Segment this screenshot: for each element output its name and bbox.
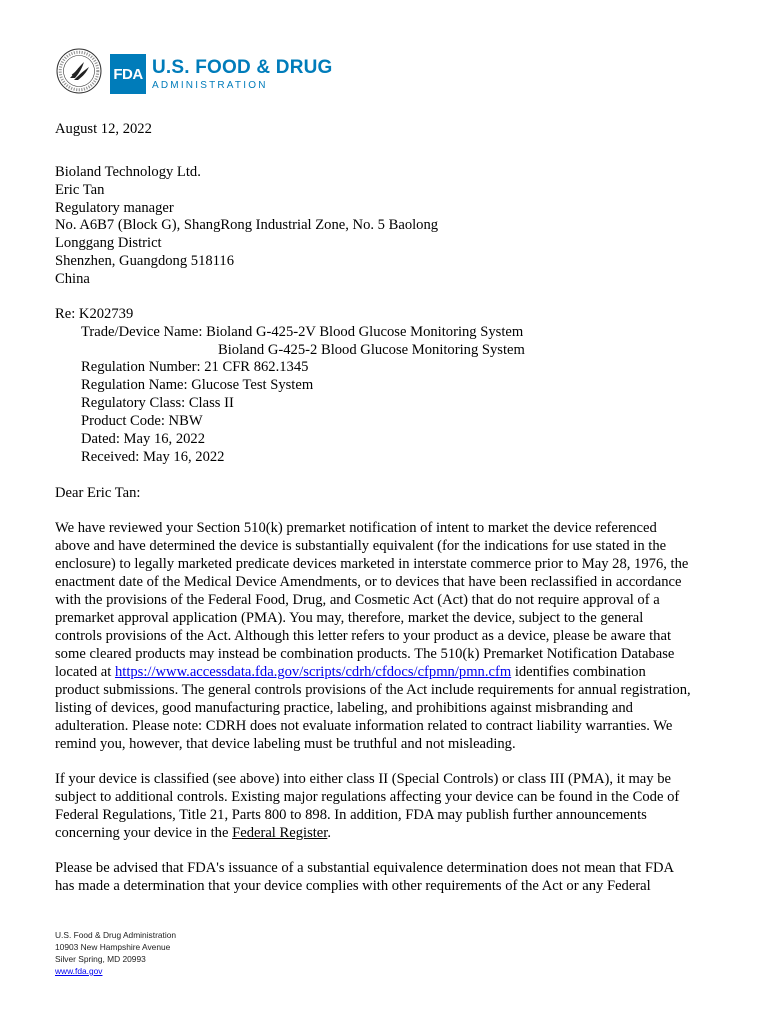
fda-logo [110,53,333,95]
recipient-title: Regulatory manager [55,200,174,216]
recipient-company: Bioland Technology Ltd. [55,164,201,180]
trade-name-2: Bioland G-425-2 Blood Glucose Monitoring System [218,342,525,358]
regulatory-class: Regulatory Class: Class II [81,395,234,411]
paragraph-1-line: above and have determined the device is substantially equivalent (for the indications for use stated in the [55,538,667,554]
agency-subtitle: ADMINISTRATION [152,79,268,91]
trade-name-1: Trade/Device Name: Bioland G-425-2V Blood Glucose Monitoring System [81,324,524,340]
paragraph-1-line: with the provisions of the Federal Food, Drug, and Cosmetic Act (Act) that do not require approval of a [55,592,660,608]
paragraph-1-line: premarket approval application (PMA). You may, therefore, market the device, subject to the general [55,610,644,626]
paragraph-1-line: controls provisions of the Act. Although this letter refers to your product as a device, please be aware that [55,628,672,644]
paragraph-1-line: some cleared products may instead be combination products. The 510(k) Premarket Notification Database [55,646,675,662]
federal-register-text: Federal Register [232,825,328,841]
text-segment: concerning your device in the [55,825,233,841]
text-segment: . [327,825,331,841]
received: Received: May 16, 2022 [81,449,225,465]
recipient-country: China [55,271,90,287]
footer-street: 10903 New Hampshire Avenue [55,942,171,952]
footer-org: U.S. Food & Drug Administration [55,930,177,940]
paragraph-1-line: enclosure) to legally marketed predicate devices marketed in interstate commerce prior to May 28, 1976, the [55,556,689,572]
paragraph-1-line: We have reviewed your Section 510(k) premarket notification of intent to market the device referenced [55,520,657,536]
regulation-name: Regulation Name: Glucose Test System [81,377,314,393]
product-code: Product Code: NBW [81,413,203,429]
paragraph-1-line [55,663,646,681]
dated: Dated: May 16, 2022 [81,431,206,447]
recipient-address-1: No. A6B7 (Block G), ShangRong Industrial Zone, No. 5 Baolong [55,217,439,233]
pmn-database-link[interactable]: https://www.accessdata.fda.gov/scripts/cdrh/cfdocs/cfpmn/pmn.cfm [114,664,512,680]
recipient-address-3: Shenzhen, Guangdong 518116 [55,253,235,269]
paragraph-2-line: If your device is classified (see above) into either class II (Special Controls) or class III (PMA), it may be [55,771,671,787]
re-label: Re: K202739 [55,306,134,322]
agency-name: U.S. FOOD & DRUG [152,56,333,78]
paragraph-1-line: enactment date of the Medical Device Amendments, or to devices that have been reclassified in accordance [55,574,682,590]
paragraph-1-line: listing of devices, good manufacturing practice, labeling, and prohibitions against misbranding and [55,700,633,716]
recipient-address-2: Longgang District [55,235,162,251]
paragraph-2-line [55,824,331,842]
hhs-seal-icon [55,47,103,95]
fda-logo-box: FDA [110,54,146,94]
text-segment: located at [55,664,115,680]
paragraph-1-line: product submissions. The general controls provisions of the Act include requirements for annual registration, [55,682,691,698]
letter-date: August 12, 2022 [55,121,152,137]
regulation-number: Regulation Number: 21 CFR 862.1345 [81,359,309,375]
paragraph-3-line: has made a determination that your device complies with other requirements of the Act or any Federal [55,878,651,894]
paragraph-2-line: subject to additional controls. Existing major regulations affecting your device can be found in the Code of [55,789,680,805]
text-segment: identifies combination [511,664,646,680]
footer-city: Silver Spring, MD 20993 [55,954,146,964]
recipient-name: Eric Tan [55,182,105,198]
paragraph-2-line: Federal Regulations, Title 21, Parts 800 to 898. In addition, FDA may publish further announcements [55,807,647,823]
paragraph-1-line: adulteration. Please note: CDRH does not evaluate information related to contract liability warranties. We [55,718,673,734]
salutation: Dear Eric Tan: [55,485,141,501]
paragraph-3-line: Please be advised that FDA's issuance of a substantial equivalence determination does not mean that FDA [55,860,675,876]
paragraph-1-line: remind you, however, that device labeling must be truthful and not misleading. [55,736,516,752]
footer-website-link[interactable]: www.fda.gov [55,966,103,976]
